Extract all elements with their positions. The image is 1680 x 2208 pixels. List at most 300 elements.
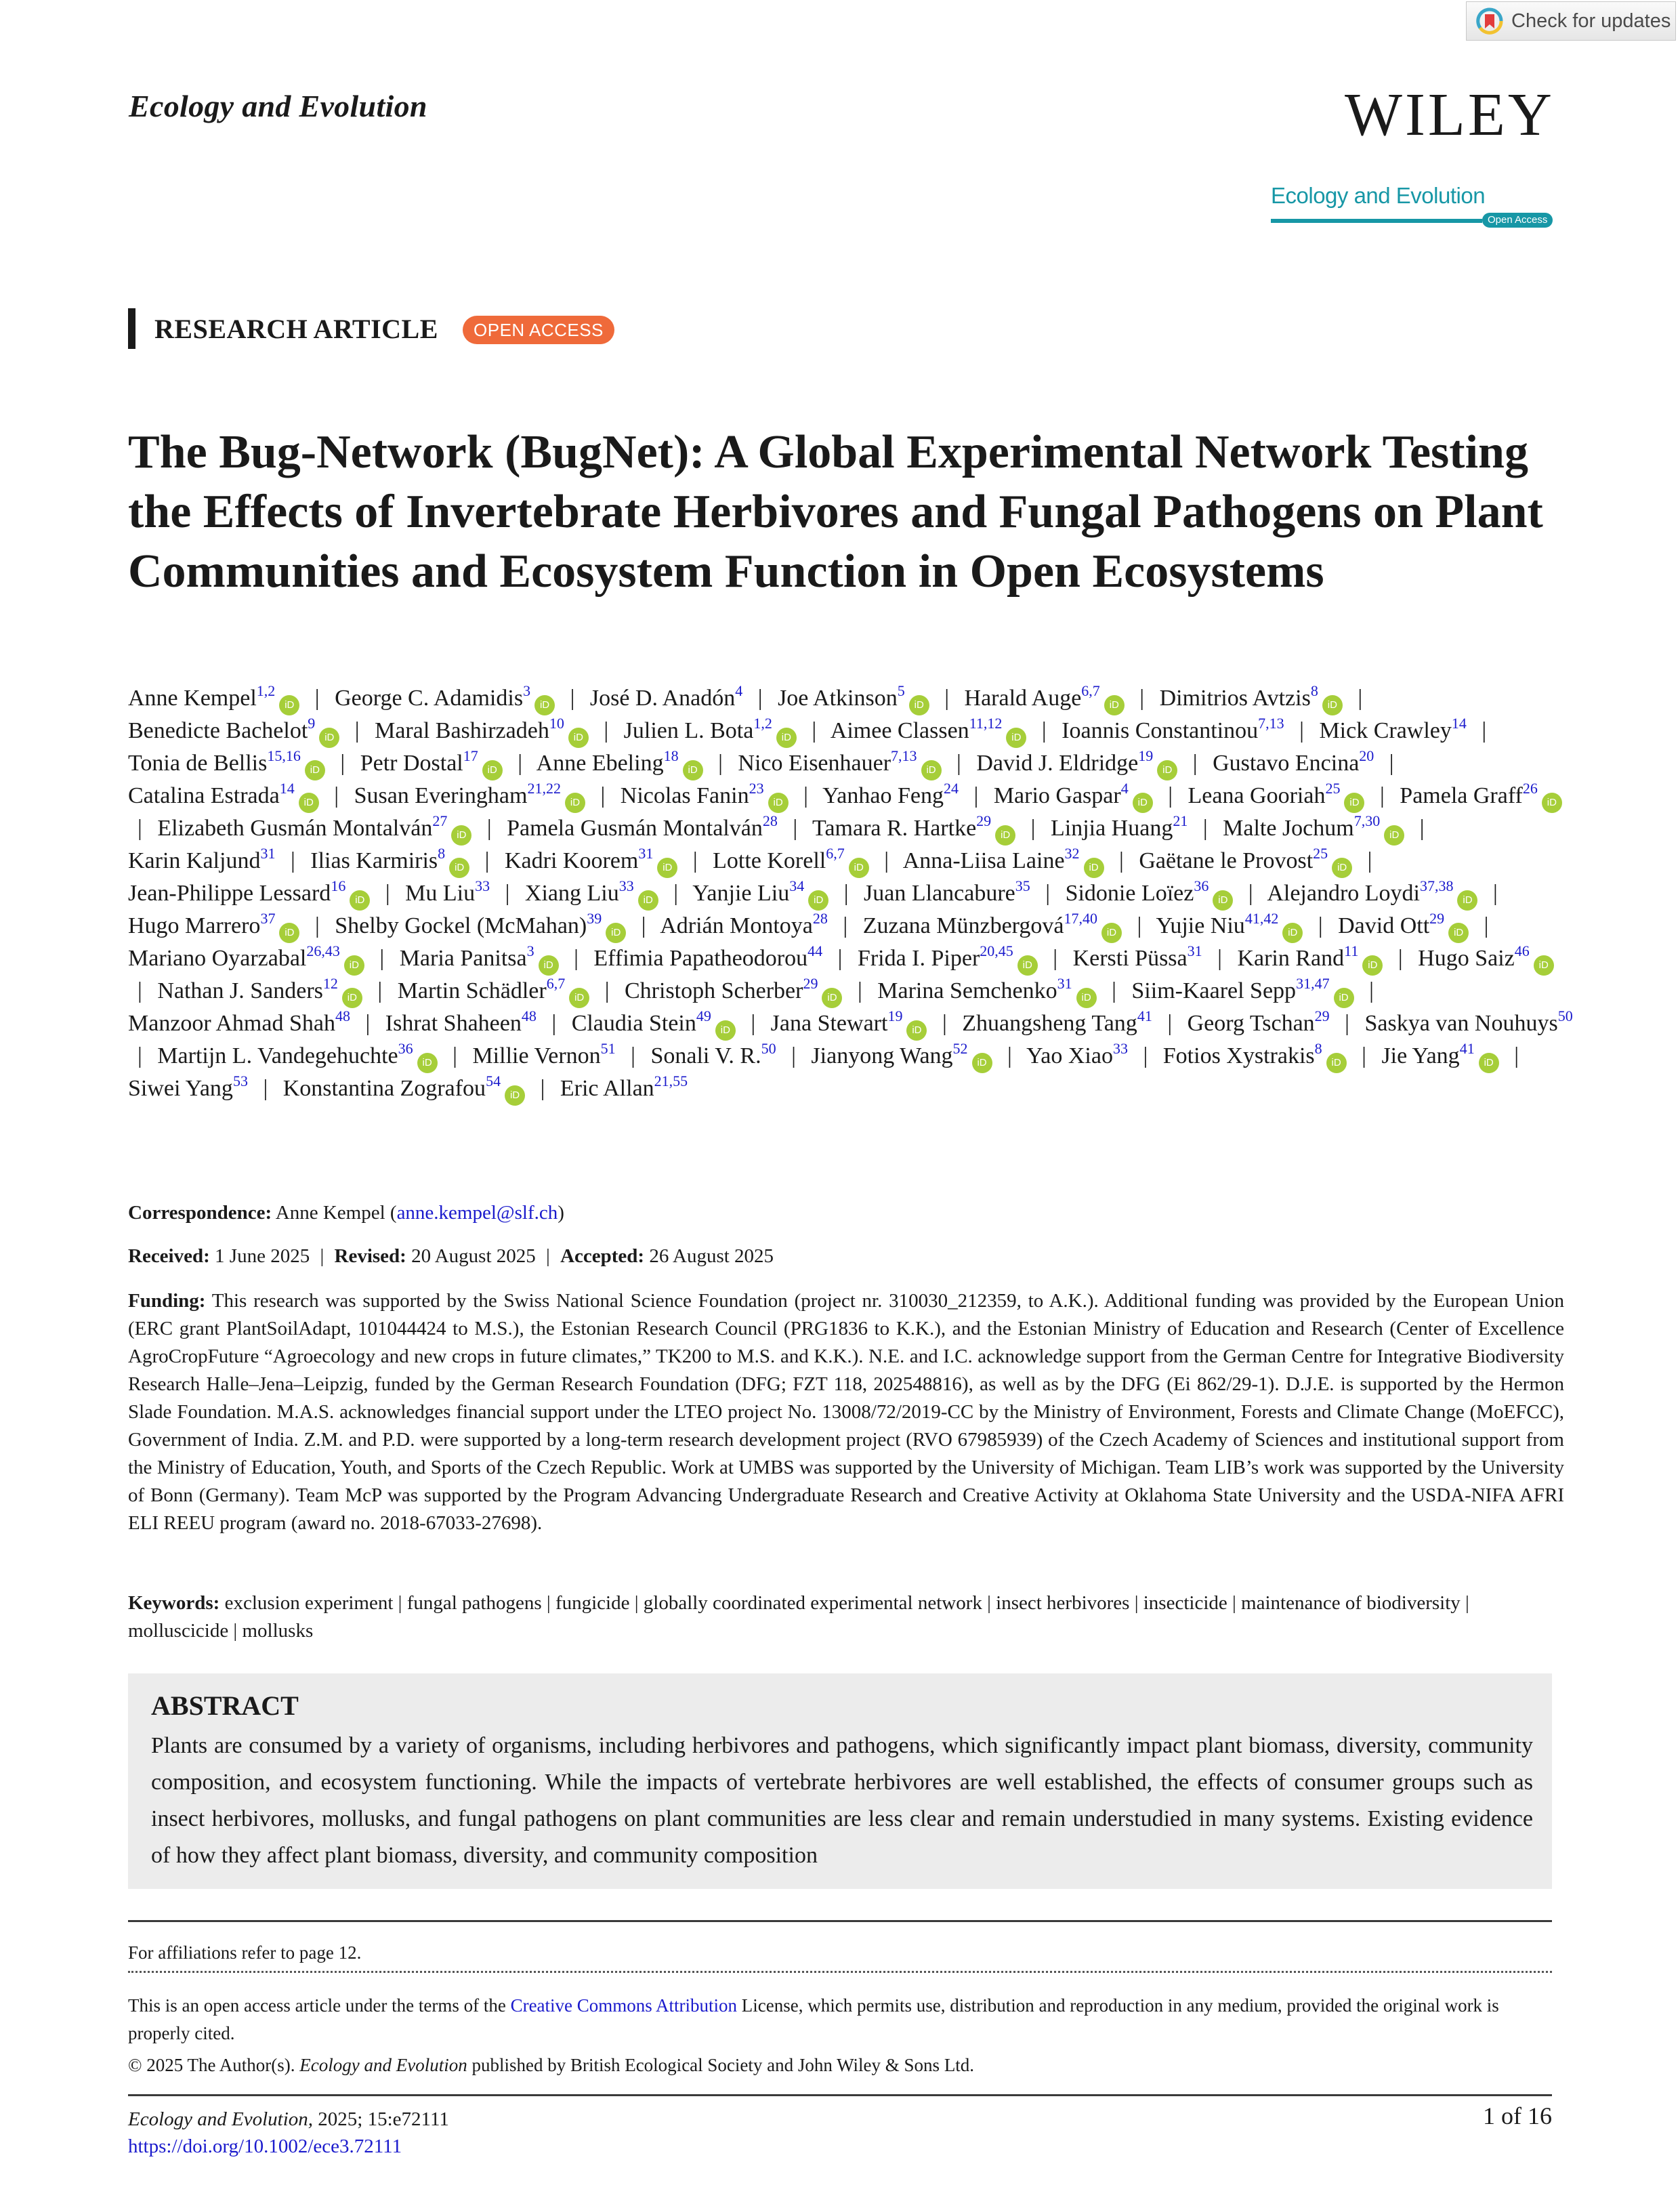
author-name: Mariano Oyarzabal (128, 946, 307, 971)
author-item (1072, 942, 1202, 971)
author-name: Martin Schädler (397, 978, 547, 1003)
orcid-icon[interactable]: iD (1534, 955, 1554, 976)
orcid-icon[interactable]: iD (1101, 923, 1122, 943)
author-item (692, 877, 828, 906)
author-affiliation-ref[interactable]: 14 (1451, 715, 1467, 732)
keywords (128, 1589, 1564, 1645)
author-name: José D. Anadón (589, 686, 736, 711)
author-item (1159, 682, 1343, 711)
author-name: Mu Liu (405, 881, 476, 906)
author-separator: | (857, 978, 862, 1003)
author-affiliation-ref[interactable]: 27 (432, 812, 448, 829)
author-item (1162, 1040, 1347, 1068)
author-item (335, 682, 555, 711)
author-separator: | (1419, 816, 1425, 841)
author-separator: | (1358, 686, 1363, 711)
author-affiliation-ref[interactable]: 31 (1057, 975, 1072, 992)
author-affiliation-ref[interactable]: 17 (463, 747, 478, 764)
divider (128, 1920, 1552, 1922)
author-affiliation-ref[interactable]: 7,30 (1353, 812, 1381, 829)
author-name: Pamela Gusmán Montalván (507, 816, 763, 841)
author-separator: | (314, 686, 320, 711)
author-name: Petr Dostal (360, 751, 463, 776)
author-affiliation-ref[interactable]: 12 (322, 975, 338, 992)
author-affiliation-ref[interactable]: 29 (1429, 910, 1445, 927)
author-affiliation-ref[interactable]: 52 (952, 1040, 968, 1057)
author-separator: | (884, 848, 889, 873)
author-affiliation-ref[interactable]: 6,7 (826, 845, 845, 862)
orcid-icon[interactable]: iD (1322, 695, 1343, 715)
author-separator: | (1318, 913, 1323, 938)
orcid-icon[interactable]: iD (1157, 760, 1177, 780)
author-affiliation-ref[interactable]: 46 (1514, 942, 1530, 959)
author-affiliation-ref[interactable]: 41,42 (1244, 910, 1279, 927)
author-item (128, 715, 339, 743)
author-affiliation-ref[interactable]: 48 (521, 1007, 537, 1024)
author-affiliation-ref[interactable]: 34 (789, 877, 805, 894)
author-item (282, 1072, 525, 1101)
author-affiliation-ref[interactable]: 25 (1313, 845, 1328, 862)
keywords-text: exclusion experiment | fungal pathogens | fungicide | globally coordinated experimental network | insect herbivores | insecticide | maintenance of biodiversity | molluscicide | mollusks (128, 1592, 1469, 1642)
author-separator: | (1484, 913, 1489, 938)
orcid-icon[interactable]: iD (1448, 923, 1469, 943)
author-separator: | (1112, 978, 1116, 1003)
author-item (1381, 1040, 1498, 1068)
author-item (589, 682, 743, 711)
author-name: Zhuangsheng Tang (962, 1011, 1137, 1036)
author-name: Sidonie Loïez (1065, 881, 1194, 906)
author-affiliation-ref[interactable]: 16 (331, 877, 346, 894)
author-separator: | (1492, 881, 1498, 906)
author-affiliation-ref[interactable]: 31,47 (1296, 975, 1330, 992)
author-name: Anna-Liisa Laine (902, 848, 1065, 873)
article-type-bar (128, 308, 135, 349)
orcid-icon[interactable]: iD (305, 760, 325, 780)
author-affiliation-ref[interactable]: 1,2 (753, 715, 772, 732)
author-name: Catalina Estrada (128, 783, 280, 808)
author-item (1267, 877, 1477, 906)
author-affiliation-ref[interactable]: 33 (618, 877, 634, 894)
author-affiliation-ref[interactable]: 14 (279, 780, 295, 797)
author-affiliation-ref[interactable]: 41 (1137, 1007, 1152, 1024)
copyright-pre: © 2025 The Author(s). (128, 2055, 300, 2075)
orcid-icon[interactable]: iD (451, 825, 471, 846)
author-name: Manzoor Ahmad Shah (128, 1011, 335, 1036)
orcid-icon[interactable]: iD (344, 955, 364, 976)
author-name: Yao Xiao (1026, 1043, 1113, 1068)
orcid-icon[interactable]: iD (921, 760, 942, 780)
author-affiliation-ref[interactable]: 48 (335, 1007, 350, 1024)
author-affiliation-ref[interactable]: 6,7 (546, 975, 566, 992)
orcid-icon[interactable]: iD (279, 923, 299, 943)
orcid-icon[interactable]: iD (768, 793, 789, 813)
citation-volume: 2025; 15:e72111 (313, 2108, 449, 2130)
author-name: Nathan J. Sanders (157, 978, 323, 1003)
author-name: Anne Kempel (128, 686, 257, 711)
author-item (625, 975, 842, 1003)
author-affiliation-ref[interactable]: 20,45 (980, 942, 1013, 959)
publisher-logo: WILEY (1345, 81, 1555, 148)
author-name: Nicolas Fanin (620, 783, 749, 808)
author-affiliation-ref[interactable]: 26 (1522, 780, 1538, 797)
author-name: Saskya van Nouhuys (1364, 1011, 1558, 1036)
author-item (1418, 942, 1554, 971)
author-item (507, 812, 778, 841)
author-item (993, 780, 1153, 808)
author-affiliation-ref[interactable]: 8 (1310, 682, 1318, 699)
author-affiliation-ref[interactable]: 7,13 (891, 747, 917, 764)
author-affiliation-ref[interactable]: 7,13 (1258, 715, 1284, 732)
orcid-icon[interactable]: iD (849, 858, 869, 878)
author-affiliation-ref[interactable]: 36 (398, 1040, 413, 1057)
orcid-icon[interactable]: iD (808, 890, 828, 911)
author-separator: | (793, 816, 798, 841)
author-name: Marina Semchenko (877, 978, 1057, 1003)
author-item (405, 877, 490, 906)
author-affiliation-ref[interactable]: 26,43 (306, 942, 340, 959)
orcid-icon[interactable]: iD (1362, 955, 1383, 976)
author-affiliation-ref[interactable]: 28 (762, 812, 778, 829)
author-affiliation-ref[interactable]: 3 (523, 682, 531, 699)
author-item (877, 975, 1096, 1003)
author-name: Yanhao Feng (822, 783, 944, 808)
author-affiliation-ref[interactable]: 15,16 (267, 747, 301, 764)
author-name: Gaëtane le Provost (1139, 848, 1314, 873)
author-affiliation-ref[interactable]: 11 (1344, 942, 1359, 959)
author-name: Hugo Saiz (1418, 946, 1515, 971)
author-name: Elizabeth Gusmán Montalván (157, 816, 433, 841)
author-item (1188, 780, 1365, 808)
author-affiliation-ref[interactable]: 29 (803, 975, 818, 992)
author-affiliation-ref[interactable]: 21,22 (527, 780, 561, 797)
author-item (157, 812, 471, 841)
orcid-icon[interactable]: iD (1104, 695, 1125, 715)
author-affiliation-ref[interactable]: 10 (549, 715, 564, 732)
author-separator: | (957, 751, 961, 776)
author-name: Leana Gooriah (1188, 783, 1326, 808)
author-name: Ioannis Constantinou (1062, 718, 1259, 743)
orcid-icon[interactable]: iD (482, 760, 503, 780)
orcid-icon[interactable]: iD (539, 955, 559, 976)
author-affiliation-ref[interactable]: 23 (749, 780, 764, 797)
orcid-icon[interactable]: iD (299, 793, 319, 813)
accepted-date: 26 August 2025 (649, 1245, 774, 1267)
author-separator: | (263, 1076, 268, 1101)
copyright-post: published by British Ecological Society and John Wiley & Sons Ltd. (467, 2055, 975, 2075)
author-affiliation-ref[interactable]: 37,38 (1419, 877, 1454, 894)
author-name: Tamara R. Hartke (812, 816, 977, 841)
funding-text: This research was supported by the Swiss National Science Foundation (project nr. 310030_212359, to A.K.). Additional funding was provided by the European Union (ERC grant PlantSoilAdapt, 101044424 to M.S.), the Estonian Research Council (PRG1836 to K.K.), and the Estonian Ministry of Education and Research (Center of Excellence AgroCropFuture “Agroecology and new crops in future climates,” TK200 to M.S. and K.K.). N.E. and I.C. acknowledge support from the German Centre for Integrative Biodiversity Research Halle–Jena–Leipzig, funded by the German Research Foundation (DFG; FZT 118, 202548816), as well as by the DFG (Ei 862/29-1). D.J.E. is supported by the Hermon Slade Foundation. M.A.S. acknowledges financial support under the LTEO project No. 13008/72/2019-CC by the Ministry of Environment, Forests and Climate Change (MoEFCC), Government of India. Z.M. and P.D. were supported by a long-term research development project (RVO 67985939) of the Czech Academy of Sciences and institutional support from the Ministry of Education, Youth, and Sports of the Czech Republic. Work at UMBS was supported by the University of Michigan. Team LIB’s work was supported by the University of Bonn (Germany). Team McP was supported by the Program Advancing Undergraduate Research and Creative Activity at Oklahoma State University and the USDA-NIFA AFRI ELI REEU program (award no. 2018-67033-27698). (128, 1290, 1564, 1534)
author-name: Dimitrios Avtzis (1159, 686, 1311, 711)
author-affiliation-ref[interactable]: 44 (807, 942, 823, 959)
author-item (1364, 1007, 1573, 1036)
author-name: Ilias Karmiris (310, 848, 438, 873)
orcid-icon[interactable]: iD (1542, 793, 1562, 813)
orcid-icon[interactable]: iD (417, 1053, 438, 1073)
author-affiliation-ref[interactable]: 51 (600, 1040, 616, 1057)
author-affiliation-ref[interactable]: 8 (438, 845, 446, 862)
author-name: Effimia Papatheodorou (593, 946, 808, 971)
author-item (962, 1007, 1152, 1036)
orcid-icon[interactable]: iD (1326, 1053, 1347, 1073)
funding-statement (128, 1287, 1564, 1537)
author-item (504, 845, 677, 873)
author-name: Georg Tschan (1187, 1011, 1315, 1036)
author-name: Martijn L. Vandegehuchte (157, 1043, 398, 1068)
orcid-icon[interactable]: iD (1076, 988, 1097, 1008)
author-separator: | (641, 913, 646, 938)
author-name: Gustavo Encina (1213, 751, 1360, 776)
author-item (399, 942, 559, 971)
check-for-updates-label: Check for updates (1511, 9, 1671, 32)
author-item (713, 845, 869, 873)
author-item (128, 1007, 350, 1036)
author-affiliation-ref[interactable]: 33 (1112, 1040, 1128, 1057)
author-item (812, 812, 1015, 841)
author-separator: | (1041, 718, 1047, 743)
author-affiliation-ref[interactable]: 35 (1015, 877, 1030, 894)
author-affiliation-ref[interactable]: 54 (486, 1072, 501, 1089)
author-separator: | (1137, 913, 1142, 938)
author-name: Aimee Classen (830, 718, 969, 743)
open-access-badge[interactable]: OPEN ACCESS (463, 316, 614, 344)
author-separator: | (803, 783, 808, 808)
author-name: Kersti Püssa (1072, 946, 1188, 971)
orcid-icon[interactable]: iD (1213, 890, 1233, 911)
orcid-icon[interactable]: iD (638, 890, 658, 911)
author-name: Susan Everingham (354, 783, 528, 808)
author-name: Alejandro Loydi (1267, 881, 1420, 906)
orcid-icon[interactable]: iD (683, 760, 703, 780)
author-separator: | (944, 686, 950, 711)
author-item (128, 845, 276, 873)
author-item (770, 1007, 927, 1036)
author-separator: | (290, 848, 295, 873)
orcid-icon[interactable]: iD (279, 695, 299, 715)
funding-label: Funding: (128, 1290, 206, 1312)
author-name: Mario Gaspar (993, 783, 1121, 808)
author-separator: | (1053, 946, 1058, 971)
orcid-icon[interactable]: iD (995, 825, 1015, 846)
author-separator: | (484, 848, 490, 873)
author-separator: | (570, 686, 575, 711)
author-name: Maria Panitsa (399, 946, 527, 971)
author-affiliation-ref[interactable]: 21,55 (654, 1072, 688, 1089)
orcid-icon[interactable]: iD (350, 890, 370, 911)
author-affiliation-ref[interactable]: 3 (526, 942, 534, 959)
author-item (524, 877, 658, 906)
received-date: 1 June 2025 (215, 1245, 310, 1267)
author-separator: | (631, 1043, 635, 1068)
doi-link[interactable]: https://doi.org/10.1002/ece3.72111 (128, 2136, 402, 2157)
check-for-updates-button[interactable] (1466, 1, 1676, 41)
orcid-icon[interactable]: iD (1332, 858, 1352, 878)
orcid-icon[interactable]: iD (569, 988, 589, 1008)
author-separator: | (692, 848, 698, 873)
author-affiliation-ref[interactable]: 4 (1120, 780, 1129, 797)
author-separator: | (1167, 1011, 1173, 1036)
author-item (1400, 780, 1562, 808)
author-separator: | (377, 978, 383, 1003)
author-separator: | (453, 1043, 457, 1068)
author-item (1338, 910, 1469, 938)
correspondence-email-link[interactable]: anne.kempel@slf.ch (396, 1202, 558, 1224)
author-item (1187, 1007, 1330, 1036)
affiliations-note: For affiliations refer to page 12. (128, 1942, 362, 1963)
author-affiliation-ref[interactable]: 21 (1173, 812, 1188, 829)
orcid-icon[interactable]: iD (1479, 1053, 1499, 1073)
author-separator: | (791, 1043, 796, 1068)
orcid-icon[interactable]: iD (776, 728, 797, 748)
author-affiliation-ref[interactable]: 49 (696, 1007, 711, 1024)
author-item (660, 910, 828, 938)
author-affiliation-ref[interactable]: 5 (897, 682, 905, 699)
author-affiliation-ref[interactable]: 6,7 (1081, 682, 1100, 699)
separator: | (546, 1245, 550, 1267)
separator: | (320, 1245, 324, 1267)
orcid-icon[interactable]: iD (606, 923, 626, 943)
author-affiliation-ref[interactable]: 39 (587, 910, 602, 927)
author-name: Juan Llancabure (864, 881, 1015, 906)
orcid-icon[interactable]: iD (449, 858, 469, 878)
author-separator: | (138, 1043, 142, 1068)
orcid-icon[interactable]: iD (534, 695, 555, 715)
author-item (1237, 942, 1383, 971)
author-name: Mick Crawley (1319, 718, 1452, 743)
author-item (1065, 877, 1234, 906)
orcid-icon[interactable]: iD (1457, 890, 1477, 911)
author-item (864, 877, 1030, 906)
author-affiliation-ref[interactable]: 17,40 (1064, 910, 1097, 927)
author-name: Tonia de Bellis (128, 751, 268, 776)
correspondence-label: Correspondence: (128, 1202, 272, 1224)
orcid-icon[interactable]: iD (568, 728, 589, 748)
author-item (536, 747, 703, 776)
citation-journal: Ecology and Evolution, (128, 2108, 314, 2130)
orcid-icon[interactable]: iD (1133, 793, 1153, 813)
orcid-icon[interactable]: iD (657, 858, 677, 878)
author-affiliation-ref[interactable]: 25 (1325, 780, 1341, 797)
orcid-icon[interactable]: iD (1334, 988, 1354, 1008)
author-affiliation-ref[interactable]: 36 (1194, 877, 1209, 894)
author-affiliation-ref[interactable]: 31 (1187, 942, 1202, 959)
orcid-icon[interactable]: iD (342, 988, 362, 1008)
author-name: Karin Rand (1237, 946, 1345, 971)
author-affiliation-ref[interactable]: 28 (812, 910, 828, 927)
author-affiliation-ref[interactable]: 20 (1359, 747, 1374, 764)
author-affiliation-ref[interactable]: 53 (232, 1072, 248, 1089)
author-affiliation-ref[interactable]: 24 (944, 780, 959, 797)
author-item (128, 1072, 248, 1101)
author-affiliation-ref[interactable]: 1,2 (256, 682, 276, 699)
author-affiliation-ref[interactable]: 37 (260, 910, 276, 927)
author-affiliation-ref[interactable]: 8 (1314, 1040, 1322, 1057)
orcid-icon[interactable]: iD (565, 793, 585, 813)
author-item (335, 910, 626, 938)
author-affiliation-ref[interactable]: 18 (663, 747, 679, 764)
journal-name: Ecology and Evolution (129, 89, 427, 123)
orcid-icon[interactable]: iD (715, 1020, 736, 1041)
orcid-icon[interactable]: iD (1384, 825, 1404, 846)
author-item (1213, 747, 1374, 776)
author-separator: | (1299, 718, 1304, 743)
author-name: Zuzana Münzbergová (862, 913, 1064, 938)
citation-line (128, 2106, 449, 2133)
author-item (560, 1072, 688, 1101)
author-separator: | (138, 978, 142, 1003)
author-item (397, 975, 590, 1003)
author-item (128, 682, 299, 711)
orcid-icon[interactable]: iD (1084, 858, 1104, 878)
author-separator: | (138, 816, 142, 841)
author-affiliation-ref[interactable]: 4 (735, 682, 743, 699)
author-separator: | (1367, 848, 1372, 873)
author-affiliation-ref[interactable]: 29 (976, 812, 992, 829)
author-separator: | (1362, 1043, 1366, 1068)
license-note (128, 1992, 1564, 2047)
orcid-icon[interactable]: iD (505, 1085, 525, 1106)
author-name: Joe Atkinson (778, 686, 898, 711)
footer-citation (128, 2106, 449, 2160)
author-affiliation-ref[interactable]: 11,12 (969, 715, 1003, 732)
author-list (128, 683, 1578, 1106)
copyright-journal: Ecology and Evolution (299, 2055, 467, 2075)
author-separator: | (334, 783, 339, 808)
license-text-pre: This is an open access article under the terms of the (128, 1995, 511, 2016)
author-affiliation-ref[interactable]: 41 (1459, 1040, 1475, 1057)
author-name: Eric Allan (560, 1076, 654, 1101)
orcid-icon[interactable]: iD (1282, 923, 1303, 943)
author-affiliation-ref[interactable]: 19 (887, 1007, 903, 1024)
author-item (623, 715, 797, 743)
orcid-icon[interactable]: iD (319, 728, 339, 748)
orcid-icon[interactable]: iD (1006, 728, 1026, 748)
author-separator: | (551, 1011, 557, 1036)
author-item (128, 747, 325, 776)
author-affiliation-ref[interactable]: 9 (308, 715, 316, 732)
received-label: Received: (128, 1245, 210, 1267)
orcid-icon[interactable]: iD (1017, 955, 1038, 976)
author-affiliation-ref[interactable]: 50 (1557, 1007, 1573, 1024)
author-name: Yujie Niu (1156, 913, 1245, 938)
author-separator: | (1345, 1011, 1349, 1036)
copyright-note (128, 2051, 1564, 2079)
author-affiliation-ref[interactable]: 50 (761, 1040, 776, 1057)
author-item (128, 910, 299, 938)
orcid-icon[interactable]: iD (906, 1020, 927, 1041)
creative-commons-link[interactable]: Creative Commons Attribution (510, 1995, 738, 2016)
orcid-icon[interactable]: iD (1344, 793, 1364, 813)
author-separator: | (673, 881, 679, 906)
journal-logo-line (1271, 219, 1482, 223)
author-item (862, 910, 1122, 938)
author-affiliation-ref[interactable]: 32 (1064, 845, 1080, 862)
author-separator: | (486, 816, 492, 841)
orcid-icon[interactable]: iD (972, 1053, 992, 1073)
author-item (310, 845, 469, 873)
author-separator: | (604, 718, 609, 743)
author-affiliation-ref[interactable]: 33 (475, 877, 490, 894)
author-affiliation-ref[interactable]: 31 (260, 845, 276, 862)
orcid-icon[interactable]: iD (822, 988, 842, 1008)
author-affiliation-ref[interactable]: 29 (1314, 1007, 1330, 1024)
author-separator: | (354, 718, 360, 743)
author-item (1050, 812, 1188, 841)
author-affiliation-ref[interactable]: 31 (638, 845, 654, 862)
orcid-icon[interactable]: iD (909, 695, 929, 715)
author-affiliation-ref[interactable]: 19 (1138, 747, 1154, 764)
author-separator: | (314, 913, 320, 938)
